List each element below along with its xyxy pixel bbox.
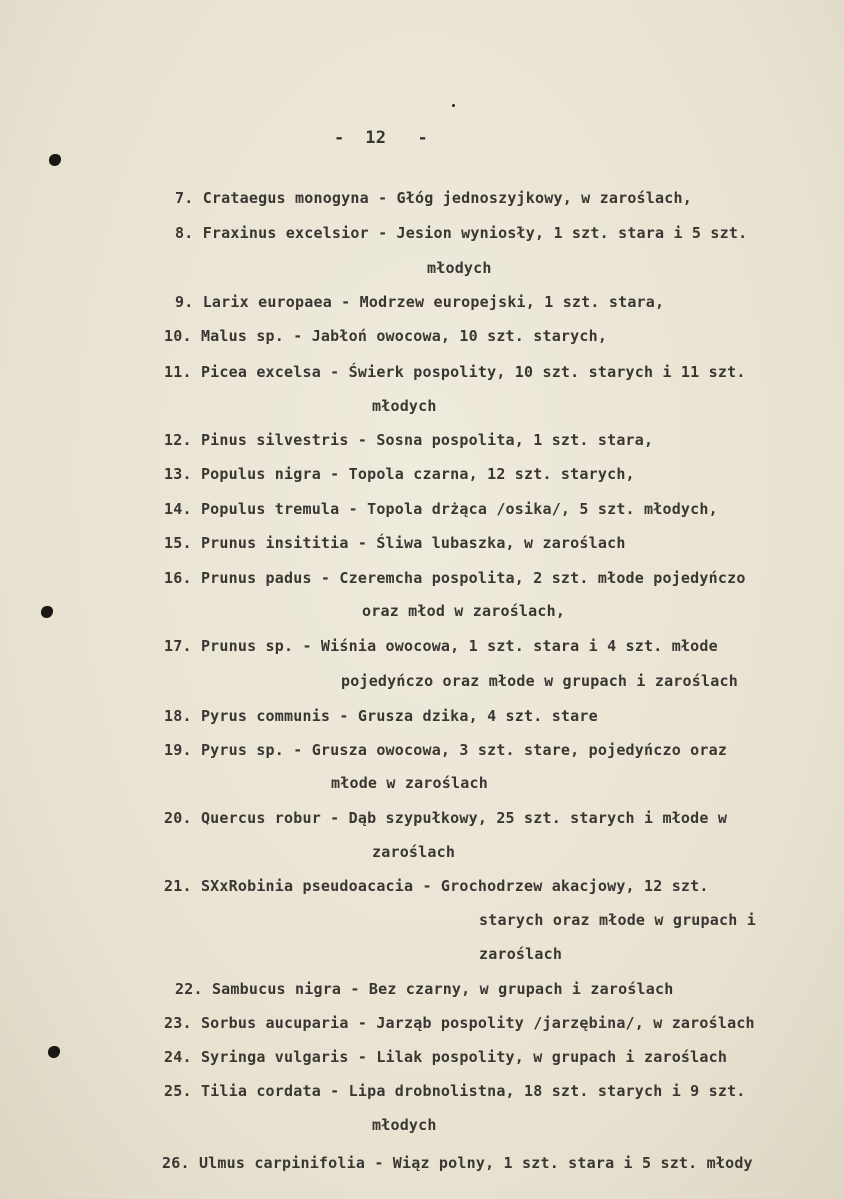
list-item: 9. Larix europaea - Modrzew europejski, 1 szt. stara,	[175, 293, 665, 311]
list-item-continuation: zaroślach	[372, 843, 456, 861]
list-item-continuation: młodych	[372, 397, 437, 415]
list-item: 15. Prunus insititia - Śliwa lubaszka, w zaroślach	[164, 534, 626, 552]
list-item: 13. Populus nigra - Topola czarna, 12 szt. starych,	[164, 465, 635, 483]
list-item: 7. Crataegus monogyna - Głóg jednoszyjkowy, w zaroślach,	[175, 189, 692, 207]
list-item: 18. Pyrus communis - Grusza dzika, 4 szt. stare	[164, 707, 598, 725]
list-item-continuation: młodych	[372, 1116, 437, 1134]
punch-hole-bottom	[48, 1046, 60, 1058]
list-item: 8. Fraxinus excelsior - Jesion wyniosły, 1 szt. stara i 5 szt.	[175, 224, 748, 242]
list-item: 24. Syringa vulgaris - Lilak pospolity, w grupach i zaroślach	[164, 1048, 728, 1066]
ink-speck	[452, 104, 455, 107]
punch-hole-top	[49, 154, 61, 166]
list-item: 16. Prunus padus - Czeremcha pospolita, 2 szt. młode pojedyńczo	[164, 569, 746, 587]
list-item-continuation: młodych	[427, 259, 492, 277]
list-item: 10. Malus sp. - Jabłoń owocowa, 10 szt. starych,	[164, 327, 608, 345]
page-number: - 12 -	[334, 128, 428, 148]
list-item-continuation: oraz młod w zaroślach,	[362, 602, 566, 620]
list-item-continuation: zaroślach	[479, 945, 563, 963]
list-item: 17. Prunus sp. - Wiśnia owocowa, 1 szt. stara i 4 szt. młode	[164, 637, 718, 655]
list-item-continuation: starych oraz młode w grupach i	[479, 911, 756, 929]
list-item: 19. Pyrus sp. - Grusza owocowa, 3 szt. stare, pojedyńczo oraz	[164, 741, 728, 759]
list-item: 12. Pinus silvestris - Sosna pospolita, 1 szt. stara,	[164, 431, 654, 449]
list-item: 26. Ulmus carpinifolia - Wiąz polny, 1 szt. stara i 5 szt. młody	[162, 1154, 753, 1172]
list-item: 20. Quercus robur - Dąb szypułkowy, 25 szt. starych i młode w	[164, 809, 728, 827]
list-item: 14. Populus tremula - Topola drżąca /osika/, 5 szt. młodych,	[164, 500, 718, 518]
list-item: 11. Picea excelsa - Świerk pospolity, 10 szt. starych i 11 szt.	[164, 363, 746, 381]
list-item: 22. Sambucus nigra - Bez czarny, w grupach i zaroślach	[175, 980, 674, 998]
list-item: 25. Tilia cordata - Lipa drobnolistna, 18 szt. starych i 9 szt.	[164, 1082, 746, 1100]
list-item-continuation: pojedyńczo oraz młode w grupach i zaroślach	[341, 672, 738, 690]
list-item-continuation: młode w zaroślach	[331, 774, 488, 792]
punch-hole-middle	[41, 606, 53, 618]
list-item: 21. SXxRobinia pseudoacacia - Grochodrzew akacjowy, 12 szt.	[164, 877, 709, 895]
list-item: 23. Sorbus aucuparia - Jarząb pospolity /jarzębina/, w zaroślach	[164, 1014, 755, 1032]
